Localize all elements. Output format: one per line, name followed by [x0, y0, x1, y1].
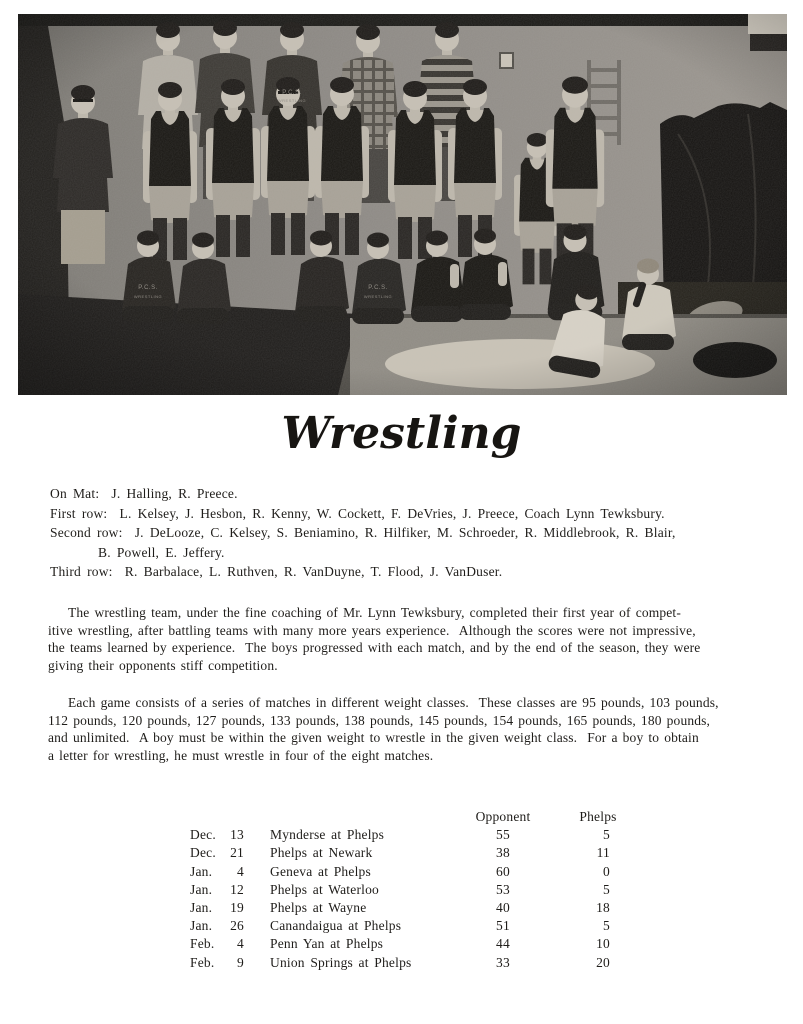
paragraph-line: 112 pounds, 120 pounds, 127 pounds, 133 pounds, 138 pounds, 145 pounds, 154 pounds, 165 pounds, 180 pounds, — [48, 712, 711, 728]
date-cell — [190, 918, 268, 936]
score-phelps: 5 — [603, 881, 610, 897]
month: Feb. — [190, 936, 215, 952]
schedule-header-opponent: Opponent — [475, 809, 531, 824]
paragraph-line: and unlimited. A boy must be within the given weight to wrestle in the given weight class. For a boy to obtain — [48, 730, 699, 746]
score-opponent: 60 — [496, 863, 510, 879]
score-phelps: 5 — [603, 827, 610, 843]
caption-line-on-mat: On Mat: J. Halling, R. Preece. — [50, 486, 238, 501]
score-phelps: 10 — [596, 936, 610, 952]
match-cell: Mynderse at Phelps — [270, 827, 385, 843]
score-opponent: 51 — [496, 918, 510, 934]
date-cell — [190, 900, 268, 918]
score-opponent: 38 — [496, 845, 510, 861]
paragraph-line: Each game consists of a series of matches in different weight classes. These classes are 95 pounds, 103 pounds, — [68, 695, 719, 710]
day: 12 — [230, 881, 244, 897]
caption-line-first-row: First row: L. Kelsey, J. Hesbon, R. Kenny, W. Cockett, F. DeVries, J. Preece, Coach Lynn Tewksbury. — [50, 505, 665, 521]
body-paragraph-2 — [48, 694, 770, 765]
score-phelps: 18 — [596, 899, 610, 915]
score-phelps: 0 — [603, 863, 610, 879]
paragraph-line: itive wrestling, after battling teams with many more years experience. Although the scores were not impressive, — [48, 622, 696, 638]
date-cell — [190, 845, 268, 863]
month: Dec. — [190, 827, 216, 843]
date-cell — [190, 827, 268, 845]
day: 21 — [230, 845, 244, 861]
date-cell — [190, 882, 268, 900]
schedule-table — [190, 809, 643, 973]
month: Feb. — [190, 954, 215, 970]
month: Jan. — [190, 881, 213, 897]
match-cell: Union Springs at Phelps — [270, 954, 412, 970]
day: 13 — [230, 827, 244, 843]
paragraph-line: The wrestling team, under the fine coaching of Mr. Lynn Tewksbury, completed their first year of compet- — [68, 605, 681, 620]
schedule-header-spacer — [190, 809, 268, 827]
vignette — [18, 14, 787, 395]
caption-line-second-row: Second row: J. DeLooze, C. Kelsey, S. Beniamino, R. Hilfiker, M. Schroeder, R. Middlebrook, R. Blair, — [50, 525, 676, 541]
caption-line-third-row: Third row: R. Barbalace, L. Ruthven, R. VanDuyne, T. Flood, J. VanDuser. — [50, 564, 503, 580]
date-cell — [190, 955, 268, 973]
month: Dec. — [190, 845, 216, 861]
day: 9 — [237, 954, 244, 970]
month: Jan. — [190, 899, 213, 915]
score-opponent: 44 — [496, 936, 510, 952]
match-cell: Phelps at Wayne — [270, 899, 367, 915]
photo-caption — [50, 484, 770, 582]
month: Jan. — [190, 918, 213, 934]
match-cell: Penn Yan at Phelps — [270, 936, 384, 952]
match-cell: Phelps at Waterloo — [270, 881, 379, 897]
score-phelps: 20 — [596, 954, 610, 970]
paragraph-line: the teams learned by experience. The boys progressed with each match, and by the end of the season, they were — [48, 640, 701, 656]
date-cell — [190, 864, 268, 882]
paragraph-line: giving their opponents stiff competition. — [48, 658, 278, 674]
caption-line-second-row-continued: B. Powell, E. Jeffery. — [98, 544, 225, 560]
schedule-header-spacer — [268, 809, 453, 827]
date-cell — [190, 936, 268, 954]
score-opponent: 33 — [496, 954, 510, 970]
score-opponent: 55 — [496, 827, 510, 843]
month: Jan. — [190, 863, 213, 879]
page-title: Wrestling — [281, 408, 522, 459]
score-phelps: 5 — [603, 918, 610, 934]
team-photo — [18, 14, 787, 395]
body-paragraph-1 — [48, 604, 770, 675]
day: 19 — [230, 899, 244, 915]
score-opponent: 40 — [496, 899, 510, 915]
match-cell: Phelps at Newark — [270, 845, 373, 861]
score-phelps: 11 — [596, 845, 610, 861]
team-photo-graphic — [18, 14, 787, 395]
day: 26 — [230, 918, 244, 934]
day: 4 — [237, 936, 244, 952]
schedule-header-phelps: Phelps — [579, 809, 617, 824]
score-opponent: 53 — [496, 881, 510, 897]
day: 4 — [237, 863, 244, 879]
paragraph-line: a letter for wrestling, he must wrestle in four of the eight matches. — [48, 748, 434, 764]
match-cell: Canandaigua at Phelps — [270, 918, 402, 934]
match-cell: Geneva at Phelps — [270, 863, 371, 879]
